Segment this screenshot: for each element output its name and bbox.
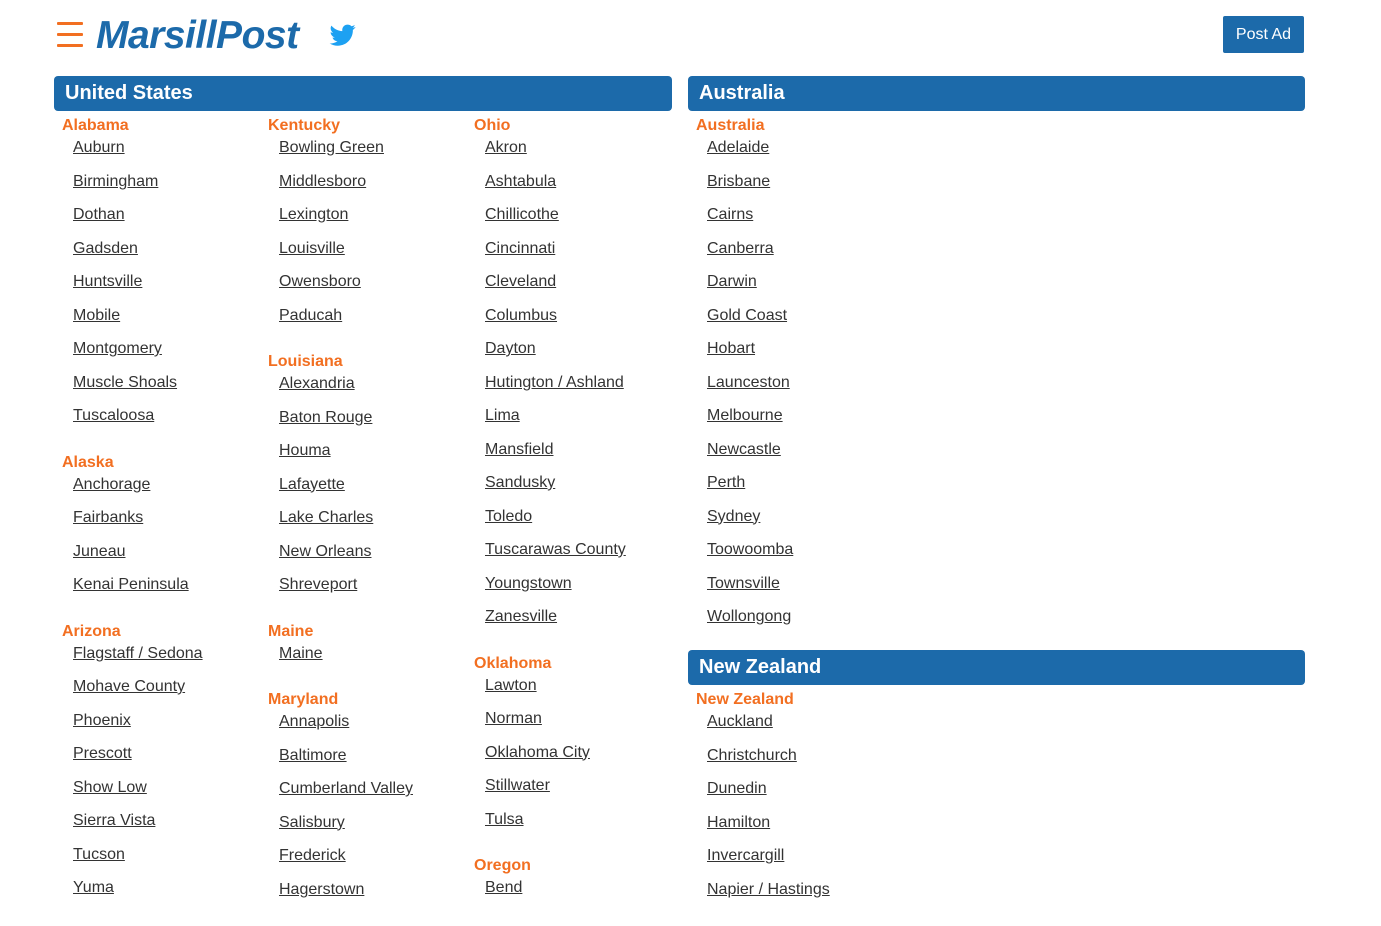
city-link[interactable]: Hutington / Ashland [485, 373, 624, 391]
city-link[interactable]: New Orleans [279, 542, 372, 560]
city-link[interactable]: Youngstown [485, 574, 572, 592]
city-list [466, 677, 672, 845]
list-item [466, 340, 672, 374]
city-link[interactable]: Lima [485, 407, 520, 424]
city-link[interactable]: Montgomery [73, 340, 162, 357]
list-item [54, 543, 254, 577]
list-item [466, 206, 672, 240]
list-item [260, 814, 460, 848]
list-item [688, 173, 988, 207]
state-block [688, 116, 988, 642]
list-item [688, 814, 988, 848]
list-item [466, 407, 672, 441]
list-item [466, 811, 672, 845]
city-link[interactable]: Yuma [73, 879, 114, 896]
section-united-states [54, 76, 672, 906]
list-item [54, 576, 254, 610]
city-list [54, 476, 254, 610]
list-item [688, 240, 988, 274]
city-link[interactable]: Canberra [707, 239, 774, 257]
city-link[interactable]: Lexington [279, 206, 349, 223]
list-item [466, 474, 672, 508]
city-link[interactable]: Dunedin [707, 780, 767, 797]
list-item [466, 575, 672, 609]
city-link[interactable]: Birmingham [73, 172, 159, 190]
state-block [260, 352, 460, 610]
list-item [54, 509, 254, 543]
state-block [54, 116, 254, 441]
city-link[interactable]: Annapolis [279, 713, 350, 730]
city-link[interactable]: Napier / Hastings [707, 880, 830, 898]
list-item [260, 375, 460, 409]
city-link[interactable]: Dothan [73, 206, 125, 223]
city-link[interactable]: Lafayette [279, 475, 345, 493]
list-item [688, 847, 988, 881]
list-item [466, 744, 672, 778]
city-link[interactable]: Tuscarawas County [485, 541, 626, 558]
city-link[interactable]: Cairns [707, 206, 754, 223]
list-item [54, 812, 254, 846]
city-link[interactable]: Tucson [73, 845, 125, 863]
city-link[interactable]: Toowoomba [707, 541, 794, 558]
list-item [260, 442, 460, 476]
list-item [54, 307, 254, 341]
city-link[interactable]: Bend [485, 879, 523, 896]
city-list [260, 645, 460, 679]
section-australia [688, 76, 1305, 636]
post-ad-button[interactable]: Post Ad [1223, 16, 1304, 53]
list-item [466, 240, 672, 274]
state-block [260, 116, 460, 340]
city-link[interactable]: Prescott [73, 745, 132, 762]
section-header: New Zealand [688, 650, 1305, 685]
list-item [54, 476, 254, 510]
state-block [466, 856, 672, 913]
state-block [466, 116, 672, 642]
list-item [260, 173, 460, 207]
state-heading: Alabama [62, 117, 129, 134]
region-column [54, 116, 254, 925]
city-link[interactable]: Kenai Peninsula [73, 576, 189, 593]
city-link[interactable]: Wollongong [707, 608, 792, 625]
city-list [54, 139, 254, 441]
state-heading: Louisiana [268, 353, 343, 370]
city-link[interactable]: Hobart [707, 340, 756, 357]
list-item [466, 273, 672, 307]
list-item [260, 713, 460, 747]
city-list [260, 375, 460, 610]
region-column [688, 690, 988, 926]
list-item [260, 509, 460, 543]
list-item [54, 678, 254, 712]
list-item [54, 779, 254, 813]
city-link[interactable]: Cincinnati [485, 239, 556, 257]
city-link[interactable]: Invercargill [707, 847, 785, 864]
list-item [260, 847, 460, 881]
city-link[interactable]: Baltimore [279, 746, 347, 764]
city-link[interactable]: Gold Coast [707, 306, 788, 324]
city-link[interactable]: Phoenix [73, 711, 131, 729]
city-link[interactable]: Akron [485, 139, 527, 156]
list-item [688, 575, 988, 609]
city-list [260, 139, 460, 340]
state-block [54, 622, 254, 913]
list-item [688, 541, 988, 575]
list-item [688, 307, 988, 341]
state-heading: Arizona [62, 622, 121, 640]
list-item [260, 206, 460, 240]
list-item [688, 780, 988, 814]
city-link[interactable]: Middlesboro [279, 172, 367, 190]
city-link[interactable]: Owensboro [279, 273, 361, 290]
city-link[interactable]: Stillwater [485, 777, 550, 794]
city-list [688, 713, 988, 914]
list-item [688, 139, 988, 173]
city-link[interactable]: Christchurch [707, 746, 797, 764]
list-item [260, 307, 460, 341]
state-block [54, 453, 254, 610]
city-link[interactable]: Baton Rouge [279, 408, 373, 426]
state-heading: Maine [268, 622, 314, 640]
list-item [466, 139, 672, 173]
list-item [688, 374, 988, 408]
city-link[interactable]: Norman [485, 710, 542, 727]
state-heading: Kentucky [268, 117, 341, 134]
city-link[interactable]: Lake Charles [279, 509, 374, 526]
list-item [688, 608, 988, 642]
city-link[interactable]: Fairbanks [73, 509, 144, 526]
city-link[interactable]: Auburn [73, 139, 125, 156]
city-link[interactable]: Lawton [485, 676, 537, 694]
list-item [466, 307, 672, 341]
city-link[interactable]: Gadsden [73, 239, 138, 257]
city-link[interactable]: Salisbury [279, 813, 345, 831]
city-link[interactable]: Melbourne [707, 407, 783, 424]
city-link[interactable]: Darwin [707, 273, 757, 290]
list-item [466, 777, 672, 811]
city-link[interactable]: Toledo [485, 507, 533, 525]
city-link[interactable]: Newcastle [707, 440, 781, 458]
city-link[interactable]: Hagerstown [279, 880, 365, 898]
state-block [260, 622, 460, 679]
state-heading: Oregon [474, 857, 531, 874]
state-block [466, 654, 672, 845]
list-item [260, 881, 460, 915]
list-item [688, 881, 988, 915]
state-heading: Alaska [62, 453, 114, 471]
list-item [54, 745, 254, 779]
city-link[interactable]: Townsville [707, 574, 780, 592]
city-link[interactable]: Brisbane [707, 172, 771, 190]
list-item [54, 240, 254, 274]
state-block [688, 690, 988, 914]
city-link[interactable]: Adelaide [707, 139, 770, 156]
list-item [54, 206, 254, 240]
city-link[interactable]: Louisville [279, 239, 345, 257]
city-link[interactable]: Flagstaff / Sedona [73, 644, 203, 662]
city-link[interactable]: Tulsa [485, 810, 524, 828]
list-item [260, 409, 460, 443]
city-link[interactable]: Bowling Green [279, 139, 384, 156]
hamburger-menu-icon[interactable] [57, 22, 83, 50]
state-heading: Ohio [474, 117, 511, 134]
list-item [54, 340, 254, 374]
region-column [688, 116, 988, 654]
city-link[interactable]: Hamilton [707, 813, 771, 831]
list-item [466, 608, 672, 642]
city-list [260, 713, 460, 914]
site-logo[interactable]: MarsillPost [96, 14, 299, 57]
list-item [688, 474, 988, 508]
city-link[interactable]: Houma [279, 442, 331, 459]
city-link[interactable]: Sydney [707, 507, 761, 525]
city-link[interactable]: Oklahoma City [485, 743, 590, 761]
city-link[interactable]: Mansfield [485, 440, 554, 458]
state-heading: Oklahoma [474, 654, 552, 672]
city-link[interactable]: Auckland [707, 713, 773, 730]
state-heading: New Zealand [696, 691, 794, 708]
list-item [54, 374, 254, 408]
city-link[interactable]: Maine [279, 644, 323, 662]
list-item [688, 508, 988, 542]
city-link[interactable]: Sierra Vista [73, 812, 156, 829]
city-link[interactable]: Columbus [485, 306, 558, 324]
city-link[interactable]: Show Low [73, 778, 147, 796]
state-heading: Maryland [268, 691, 339, 708]
city-link[interactable]: Chillicothe [485, 206, 559, 223]
list-item [260, 273, 460, 307]
section-new-zealand [688, 650, 1305, 910]
city-link[interactable]: Zanesville [485, 608, 558, 625]
city-link[interactable]: Ashtabula [485, 172, 557, 190]
state-heading: Australia [696, 117, 765, 134]
list-item [260, 645, 460, 679]
list-item [688, 340, 988, 374]
city-link[interactable]: Launceston [707, 373, 790, 391]
list-item [260, 139, 460, 173]
list-item [688, 441, 988, 475]
list-item [54, 846, 254, 880]
list-item [54, 645, 254, 679]
city-link[interactable]: Juneau [73, 542, 126, 560]
list-item [466, 710, 672, 744]
list-item [260, 747, 460, 781]
list-item [688, 407, 988, 441]
list-item [466, 508, 672, 542]
city-link[interactable]: Dayton [485, 340, 536, 357]
list-item [466, 441, 672, 475]
city-link[interactable]: Frederick [279, 847, 346, 864]
list-item [466, 541, 672, 575]
city-link[interactable]: Perth [707, 474, 746, 491]
list-item [688, 747, 988, 781]
city-link[interactable]: Paducah [279, 306, 343, 324]
city-link[interactable]: Huntsville [73, 273, 143, 290]
list-item [260, 240, 460, 274]
city-link[interactable]: Mobile [73, 306, 121, 324]
list-item [466, 677, 672, 711]
section-header: Australia [688, 76, 1305, 111]
twitter-icon[interactable] [329, 22, 357, 48]
list-item [54, 407, 254, 441]
city-list [688, 139, 988, 642]
list-item [688, 273, 988, 307]
city-link[interactable]: Sandusky [485, 474, 556, 491]
list-item [54, 273, 254, 307]
region-column [260, 116, 460, 926]
list-item [688, 713, 988, 747]
list-item [466, 374, 672, 408]
section-header: United States [54, 76, 672, 111]
city-link[interactable]: Cumberland Valley [279, 780, 413, 797]
city-link[interactable]: Anchorage [73, 475, 151, 493]
list-item [54, 173, 254, 207]
list-item [54, 139, 254, 173]
list-item [54, 712, 254, 746]
list-item [688, 206, 988, 240]
city-link[interactable]: Shreveport [279, 576, 358, 593]
city-link[interactable]: Tuscaloosa [73, 407, 155, 424]
list-item [260, 576, 460, 610]
city-link[interactable]: Alexandria [279, 375, 355, 392]
list-item [260, 780, 460, 814]
list-item [260, 476, 460, 510]
region-column [466, 116, 672, 925]
city-list [54, 645, 254, 913]
city-link[interactable]: Muscle Shoals [73, 373, 178, 391]
city-link[interactable]: Mohave County [73, 678, 186, 695]
city-list [466, 139, 672, 642]
state-block [260, 690, 460, 914]
list-item [260, 543, 460, 577]
city-link[interactable]: Cleveland [485, 273, 557, 290]
list-item [466, 173, 672, 207]
